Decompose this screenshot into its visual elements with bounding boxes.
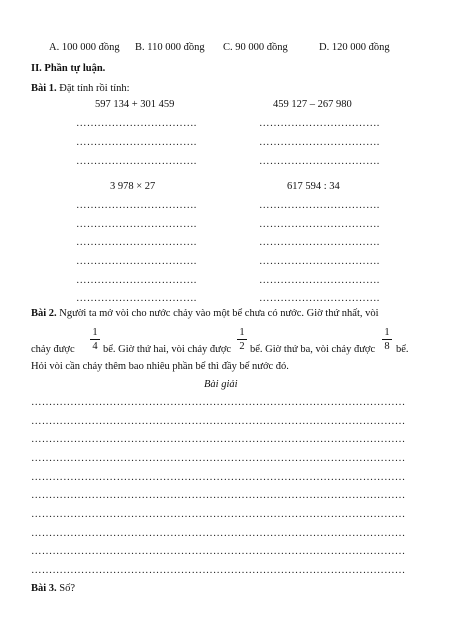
answer-line: ……………………………. xyxy=(259,200,380,211)
bai2-label: Bài 2. xyxy=(31,308,57,319)
answer-line: ……………………………. xyxy=(76,275,197,286)
bai2-seg4: bể. xyxy=(396,344,409,355)
bai1-text: Đặt tính rồi tính: xyxy=(59,83,130,94)
fraction-denominator: 8 xyxy=(384,341,390,352)
answer-line: ……………………………. xyxy=(259,256,380,267)
solution-title: Bài giải xyxy=(204,379,238,390)
bai3-label: Bài 3. xyxy=(31,583,57,594)
fraction-numerator: 1 xyxy=(239,327,245,338)
bai2-seg3: bể. Giờ thứ ba, vòi chảy được xyxy=(250,344,376,355)
fraction-bar xyxy=(382,339,392,340)
answer-line: ……………………………. xyxy=(76,237,197,248)
solution-line: …………………………………………………………………………………………… xyxy=(31,416,406,427)
answer-line: ……………………………. xyxy=(259,137,380,148)
fraction-1-4 xyxy=(89,327,101,352)
fraction-1-8 xyxy=(381,327,393,352)
solution-line: …………………………………………………………………………………………… xyxy=(31,397,406,408)
bai1-expr-1: 597 134 + 301 459 xyxy=(95,99,175,110)
fraction-numerator: 1 xyxy=(384,327,390,338)
solution-line: …………………………………………………………………………………………… xyxy=(31,546,406,557)
answer-line: ……………………………. xyxy=(259,156,380,167)
fraction-denominator: 4 xyxy=(92,341,98,352)
answer-line: ……………………………. xyxy=(76,137,197,148)
bai1-expr-4: 617 594 : 34 xyxy=(287,181,340,192)
fraction-1-2 xyxy=(236,327,248,352)
solution-line: …………………………………………………………………………………………… xyxy=(31,565,406,576)
bai1-expr-2: 459 127 – 267 980 xyxy=(273,99,352,110)
solution-line: …………………………………………………………………………………………… xyxy=(31,453,406,464)
answer-line: ……………………………. xyxy=(76,200,197,211)
bai1-expr-3: 3 978 × 27 xyxy=(110,181,156,192)
option-c: C. 90 000 đồng xyxy=(223,42,288,53)
answer-line: ……………………………. xyxy=(259,118,380,129)
answer-line: ……………………………. xyxy=(76,118,197,129)
answer-line: ……………………………. xyxy=(76,156,197,167)
answer-line: ……………………………. xyxy=(76,293,197,304)
solution-line: …………………………………………………………………………………………… xyxy=(31,509,406,520)
solution-line: …………………………………………………………………………………………… xyxy=(31,528,406,539)
bai2-line1 xyxy=(31,308,379,319)
solution-line: …………………………………………………………………………………………… xyxy=(31,434,406,445)
solution-line: …………………………………………………………………………………………… xyxy=(31,490,406,501)
answer-line: ……………………………. xyxy=(259,275,380,286)
answer-line: ……………………………. xyxy=(259,293,380,304)
option-a: A. 100 000 đồng xyxy=(49,42,120,53)
fraction-bar xyxy=(237,339,247,340)
answer-line: ……………………………. xyxy=(76,219,197,230)
answer-line: ……………………………. xyxy=(76,256,197,267)
bai3-text: Số? xyxy=(59,583,76,594)
answer-line: ……………………………. xyxy=(259,237,380,248)
bai2-seg2: bể. Giờ thứ hai, vòi chảy được xyxy=(103,344,232,355)
bai1-heading xyxy=(31,83,130,94)
option-b: B. 110 000 đồng xyxy=(135,42,205,53)
fraction-numerator: 1 xyxy=(92,327,98,338)
option-d: D. 120 000 đồng xyxy=(319,42,390,53)
fraction-bar xyxy=(90,339,100,340)
answer-line: ……………………………. xyxy=(259,219,380,230)
bai3-heading xyxy=(31,583,75,594)
bai2-line1-text: Người ta mở vòi cho nước chảy vào một bể chưa có nước. Giờ thứ nhất, vòi xyxy=(59,308,379,319)
solution-line: …………………………………………………………………………………………… xyxy=(31,472,406,483)
section-title: II. Phần tự luận. xyxy=(31,63,106,74)
bai2-seg1: chảy được xyxy=(31,344,75,355)
fraction-denominator: 2 xyxy=(239,341,245,352)
bai1-label: Bài 1. xyxy=(31,83,57,94)
bai2-line3: Hỏi vòi cần chảy thêm bao nhiêu phần bể thì đầy bể nước đó. xyxy=(31,361,289,372)
